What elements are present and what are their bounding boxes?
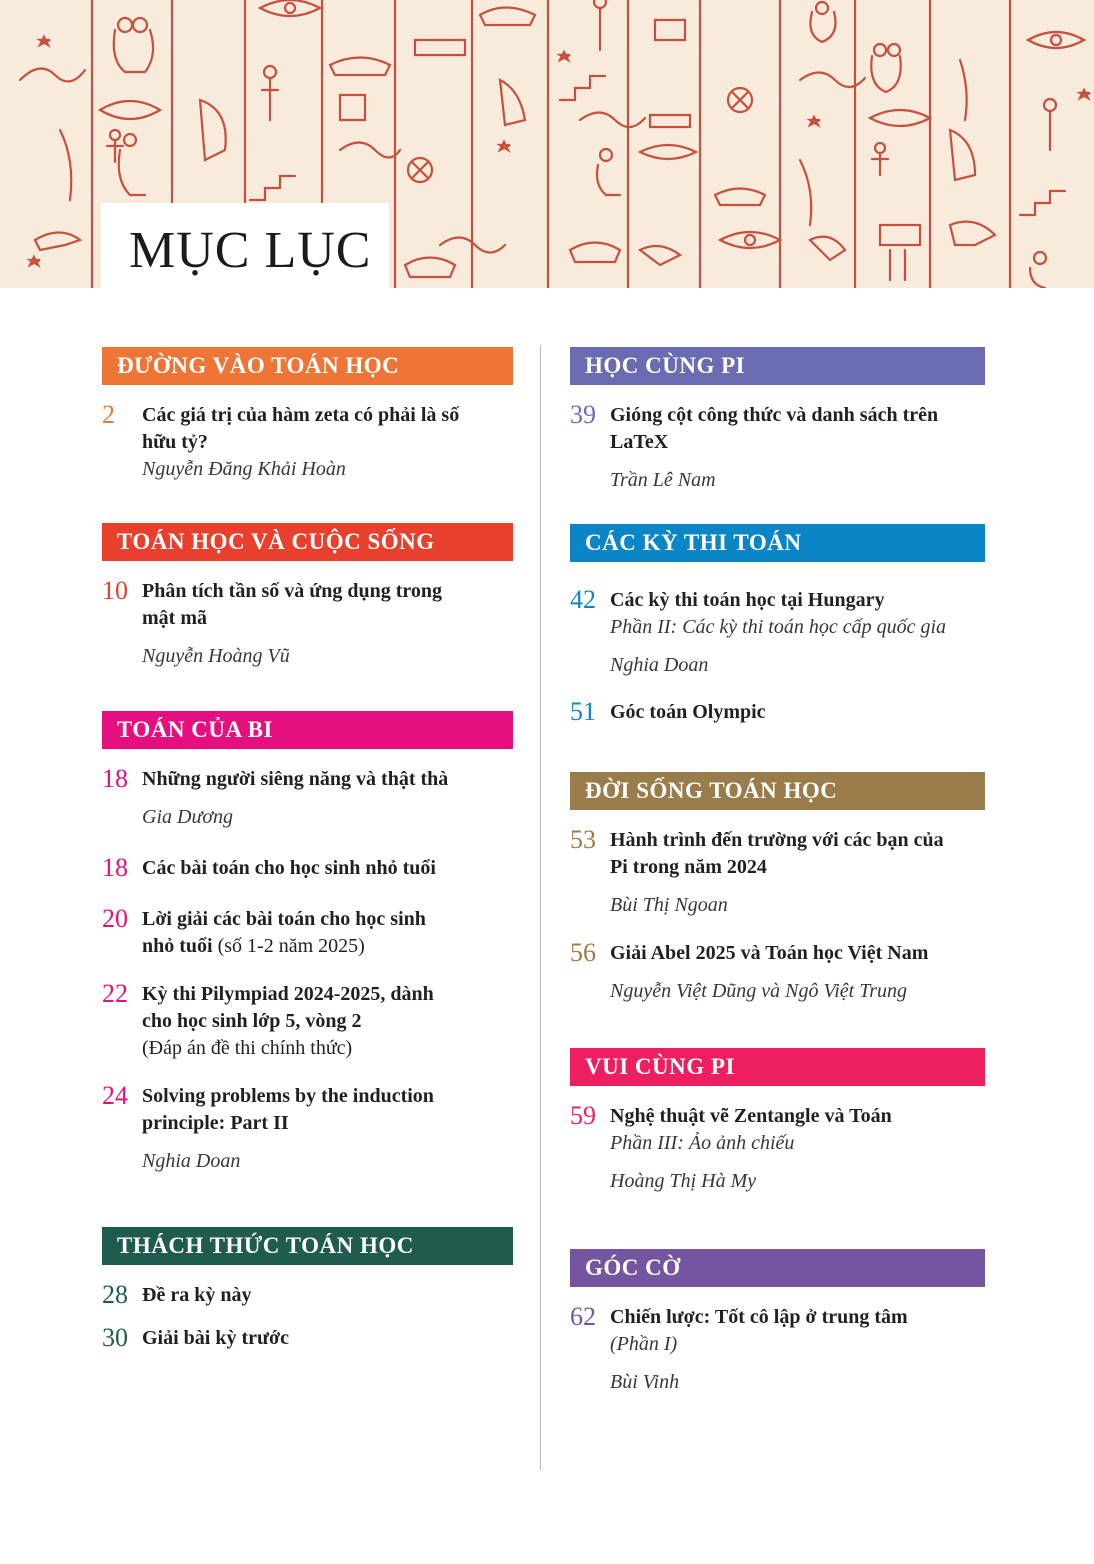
page-number: 24	[102, 1081, 128, 1110]
entry-title-line: Solving problems by the induction	[142, 1085, 434, 1107]
entry-title-bold: nhỏ tuổi	[142, 935, 213, 957]
entry-title: Chiến lược: Tốt cô lập ở trung tâm	[610, 1306, 908, 1328]
section-doi-song-toan-hoc	[570, 772, 985, 1005]
entry-author: Nguyễn Hoàng Vũ	[142, 645, 290, 667]
toc-entry[interactable]	[570, 699, 985, 726]
entry-title-line: mật mã	[142, 607, 207, 629]
entry-title-line: Các giá trị của hàm zeta có phải là số	[142, 404, 460, 426]
entry-author: Bùi Vinh	[610, 1371, 680, 1393]
entry-author: Nguyễn Đăng Khải Hoàn	[142, 458, 346, 480]
title-box	[101, 203, 389, 288]
entry-author: Gia Dương	[142, 806, 234, 828]
page-number: 10	[102, 576, 128, 605]
toc-entry[interactable]	[102, 1282, 513, 1309]
section-hoc-cung-pi	[570, 347, 985, 494]
entry-title	[142, 1083, 513, 1137]
section-header: CÁC KỲ THI TOÁN	[570, 524, 985, 562]
entry-note: (Đáp án đề thi chính thức)	[142, 1037, 353, 1059]
entry-title-line: principle: Part II	[142, 1112, 289, 1134]
entry-title: Những người siêng năng và thật thà	[142, 768, 449, 790]
page-number: 62	[570, 1302, 596, 1331]
page-number: 2	[102, 400, 115, 429]
section-header: HỌC CÙNG PI	[570, 347, 985, 385]
entry-title-line: LaTeX	[610, 431, 669, 453]
entry-title-line: cho học sinh lớp 5, vòng 2	[142, 1010, 362, 1032]
toc-entry[interactable]	[102, 855, 513, 882]
section-header: TOÁN CỦA BI	[102, 711, 513, 749]
page-number: 22	[102, 979, 128, 1008]
entry-title-line: Pi trong năm 2024	[610, 856, 767, 878]
entry-title: Các kỳ thi toán học tại Hungary	[610, 589, 885, 611]
toc-entry[interactable]	[102, 981, 513, 1062]
entry-author: Nguyễn Việt Dũng và Ngô Việt Trung	[610, 980, 908, 1002]
section-header: ĐƯỜNG VÀO TOÁN HỌC	[102, 347, 513, 385]
page-number: 20	[102, 904, 128, 933]
section-thach-thuc-toan-hoc	[102, 1227, 513, 1352]
entry-title-line: Gióng cột công thức và danh sách trên	[610, 404, 939, 426]
entry-author: Trần Lê Nam	[610, 469, 716, 491]
entry-title	[610, 402, 985, 456]
entry-title: Nghệ thuật vẽ Zentangle và Toán	[610, 1105, 892, 1127]
toc-entry[interactable]	[102, 906, 513, 960]
entry-title	[142, 981, 513, 1035]
section-header: ĐỜI SỐNG TOÁN HỌC	[570, 772, 985, 810]
entry-subtitle: Phần III: Ảo ảnh chiếu	[610, 1132, 795, 1154]
entry-author: Bùi Thị Ngoan	[610, 894, 728, 916]
entry-author: Nghia Doan	[142, 1150, 241, 1172]
page-number: 53	[570, 825, 596, 854]
page-number: 18	[102, 853, 128, 882]
entry-title-line	[142, 933, 513, 960]
entry-title-line: Hành trình đến trường với các bạn của	[610, 829, 944, 851]
page-number: 51	[570, 697, 596, 726]
page-number: 59	[570, 1101, 596, 1130]
entry-subtitle: Phần II: Các kỳ thi toán học cấp quốc gia	[610, 616, 947, 638]
toc-entry[interactable]	[102, 766, 513, 831]
entry-title-line: Lời giải các bài toán cho học sinh	[142, 908, 426, 930]
toc-entry[interactable]	[102, 1325, 513, 1352]
section-header: THÁCH THỨC TOÁN HỌC	[102, 1227, 513, 1265]
section-toan-hoc-va-cuoc-song	[102, 523, 513, 670]
header-banner	[0, 0, 1094, 288]
entry-subtitle: (Phần I)	[610, 1333, 678, 1355]
section-goc-co	[570, 1249, 985, 1396]
toc-entry[interactable]	[570, 827, 985, 919]
entry-title: Góc toán Olympic	[610, 701, 766, 723]
page-number: 18	[102, 764, 128, 793]
toc-entry[interactable]	[570, 1304, 985, 1396]
entry-title: Đề ra kỳ này	[142, 1284, 252, 1306]
entry-title: Giải Abel 2025 và Toán học Việt Nam	[610, 942, 929, 964]
page-number: 30	[102, 1323, 128, 1352]
entry-title: Giải bài kỳ trước	[142, 1327, 289, 1349]
section-toan-cua-bi	[102, 711, 513, 1175]
toc-entry[interactable]	[102, 1083, 513, 1175]
page-number: 56	[570, 938, 596, 967]
page-number: 28	[102, 1280, 128, 1309]
toc-entry[interactable]	[102, 578, 513, 670]
entry-title-line: Kỳ thi Pilympiad 2024-2025, dành	[142, 983, 434, 1005]
section-header: GÓC CỜ	[570, 1249, 985, 1287]
section-header: TOÁN HỌC VÀ CUỘC SỐNG	[102, 523, 513, 561]
section-duong-vao-toan-hoc	[102, 347, 513, 483]
toc-entry[interactable]	[102, 402, 513, 483]
entry-title-line: hữu tỷ?	[142, 431, 208, 453]
entry-author: Nghia Doan	[610, 654, 709, 676]
toc-entry[interactable]	[570, 1103, 985, 1195]
toc-entry[interactable]	[570, 402, 985, 494]
toc-entry[interactable]	[570, 940, 985, 1005]
section-vui-cung-pi	[570, 1048, 985, 1195]
page-title: MỤC LỤC	[129, 222, 372, 279]
entry-title	[610, 827, 985, 881]
entry-title	[142, 906, 513, 960]
entry-issue-note: (số 1-2 năm 2025)	[212, 935, 365, 957]
section-header: VUI CÙNG PI	[570, 1048, 985, 1086]
entry-author: Hoàng Thị Hà My	[610, 1170, 757, 1192]
column-divider	[540, 345, 541, 1470]
entry-title	[142, 578, 513, 632]
entry-title-line: Phân tích tần số và ứng dụng trong	[142, 580, 443, 602]
page-number: 42	[570, 585, 596, 614]
entry-title	[142, 402, 513, 456]
entry-title: Các bài toán cho học sinh nhỏ tuổi	[142, 857, 436, 879]
page-number: 39	[570, 400, 596, 429]
section-cac-ky-thi-toan	[570, 524, 985, 726]
toc-entry[interactable]	[570, 587, 985, 679]
